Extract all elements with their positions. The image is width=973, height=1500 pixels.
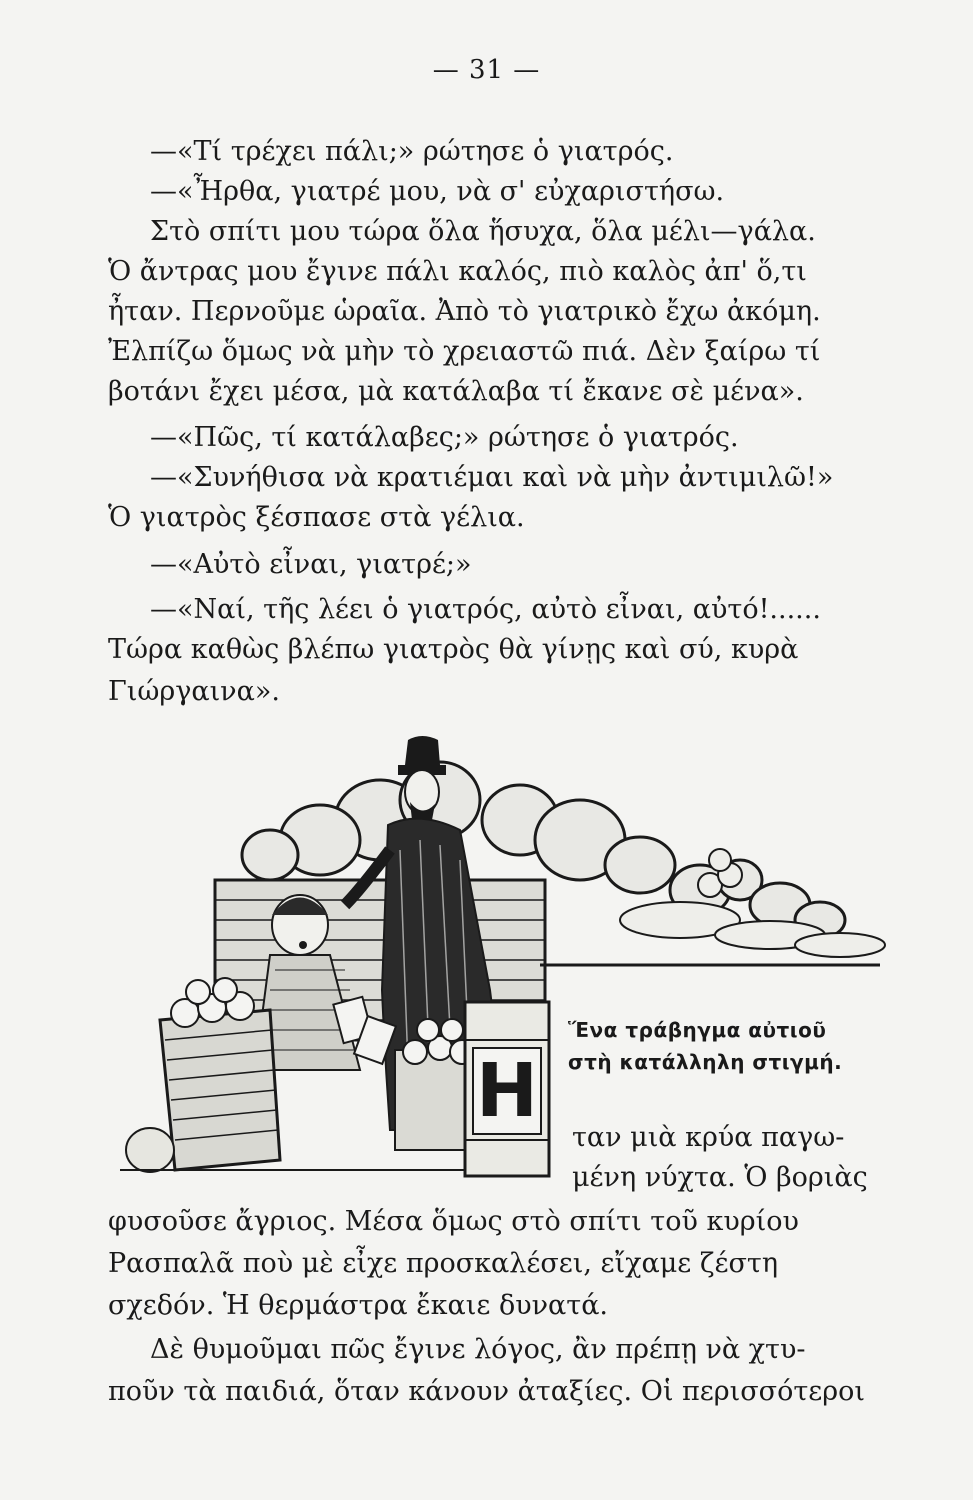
text-line: βοτάνι ἔχει μέσα, μὰ κατάλαβα τί ἔκανε σὲ μένα». bbox=[108, 376, 804, 407]
text-line: ποῦν τὰ παιδιά, ὅταν κάνουν ἀταξίες. Οἱ περισσότεροι bbox=[108, 1376, 865, 1407]
illustration-caption-line1: Ἕνα τράβηγμα αὐτιοῦ bbox=[568, 1018, 827, 1042]
text-line: ἦταν. Περνοῦμε ὡραῖα. Ἀπὸ τὸ γιατρικὸ ἔχω ἀκόμη. bbox=[108, 296, 821, 327]
text-line: —«Συνήθισα νὰ κρατιέμαι καὶ νὰ μὴν ἀντιμιλῶ!» bbox=[150, 462, 834, 493]
text-line: —«Πῶς, τί κατάλαβες;» ρώτησε ὁ γιατρός. bbox=[150, 422, 739, 453]
text-line: Ρασπαλᾶ ποὺ μὲ εἶχε προσκαλέσει, εἴχαμε ζέστη bbox=[108, 1248, 778, 1279]
text-line: μένη νύχτα. Ὁ βοριὰς bbox=[572, 1162, 868, 1193]
illustration-caption-line2: στὴ κατάλληλη στιγμή. bbox=[568, 1050, 843, 1074]
text-line: Ὁ γιατρὸς ξέσπασε στὰ γέλια. bbox=[108, 502, 525, 533]
dropcap-letter: Η bbox=[476, 1048, 538, 1134]
text-line: Γιώργαινα». bbox=[108, 676, 280, 707]
text-line: Δὲ θυμοῦμαι πῶς ἔγινε λόγος, ἂν πρέπῃ νὰ χτυ- bbox=[150, 1334, 806, 1365]
text-line: —«Ναί, τῆς λέει ὁ γιατρός, αὐτὸ εἶναι, αὐτό!...... bbox=[150, 594, 821, 625]
dropcap-crate bbox=[463, 1000, 551, 1178]
page-number: — 31 — bbox=[432, 55, 541, 85]
text-line: Στὸ σπίτι μου τώρα ὅλα ἥσυχα, ὅλα μέλι—γάλα. bbox=[150, 216, 816, 247]
text-line: Τώρα καθὼς βλέπω γιατρὸς θὰ γίνῃς καὶ σύ, κυρὰ bbox=[108, 634, 799, 665]
text-line: Ἐλπίζω ὅμως νὰ μὴν τὸ χρειαστῶ πιά. Δὲν ξαίρω τί bbox=[108, 336, 821, 367]
text-line: ταν μιὰ κρύα παγω- bbox=[572, 1122, 845, 1153]
text-line: —«Τί τρέχει πάλι;» ρώτησε ὁ γιατρός. bbox=[150, 136, 674, 167]
text-line: φυσοῦσε ἄγριος. Μέσα ὅμως στὸ σπίτι τοῦ κυρίου bbox=[108, 1206, 799, 1237]
text-line: —«Αὐτὸ εἶναι, γιατρέ;» bbox=[150, 549, 472, 580]
text-line: Ὁ ἄντρας μου ἔγινε πάλι καλός, πιὸ καλὸς ἀπ' ὅ,τι bbox=[108, 256, 807, 287]
text-line: —«Ἦρθα, γιατρέ μου, νὰ σ' εὐχαριστήσω. bbox=[150, 176, 725, 207]
text-line: σχεδόν. Ἡ θερμάστρα ἔκαιε δυνατά. bbox=[108, 1290, 609, 1321]
